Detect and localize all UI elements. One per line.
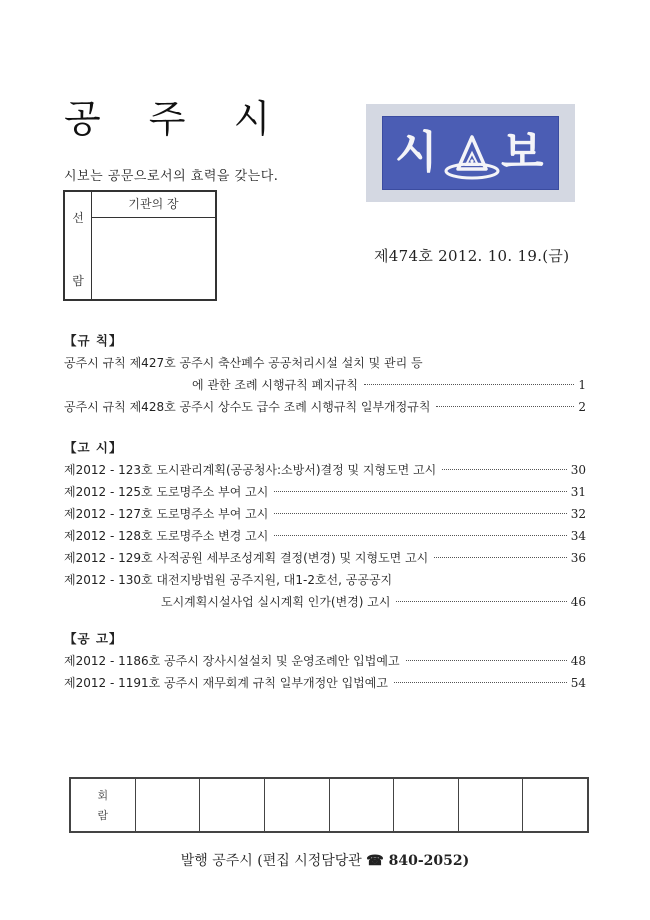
entry-text: 제2012 - 130호 대전지방법원 공주지원, 대1-2호선, 공공공지 (64, 573, 393, 587)
page-number: 31 (570, 485, 586, 499)
entry-text: 제2012 - 129호 사적공원 세부조성계획 결정(변경) 및 지형도면 고시 (64, 551, 429, 565)
toc-entry[interactable] (64, 569, 586, 591)
logo-char-right: 보 (501, 127, 544, 178)
phone-number: 840-2052) (383, 853, 470, 869)
circulation-table (69, 777, 589, 833)
toc-entry[interactable] (64, 459, 586, 481)
page-number: 32 (570, 507, 586, 521)
toc-entry[interactable] (64, 503, 586, 525)
entry-text: 공주시 규칙 제427호 공주시 축산폐수 공공처리시설 설치 및 관리 등 (64, 356, 423, 370)
dot-leader (274, 535, 566, 536)
entry-text: 제2012 - 125호 도로명주소 부여 고시 (64, 485, 269, 499)
page-number: 34 (570, 529, 586, 543)
mountain-ring-emblem-icon (443, 129, 501, 185)
city-title: 공 주 시 (64, 97, 289, 141)
page-number: 54 (570, 676, 586, 690)
toc-entry[interactable] (64, 525, 586, 547)
toc-entry[interactable] (64, 481, 586, 503)
entry-text: 제2012 - 127호 도로명주소 부여 고시 (64, 507, 269, 521)
sibo-logo (366, 104, 575, 202)
circulation-signature-cell (265, 779, 330, 831)
entry-text: 제2012 - 1186호 공주시 장사시설설치 및 운영조례안 입법예고 (64, 654, 400, 668)
circulation-signature-cell (200, 779, 265, 831)
toc-entry-continuation[interactable] (64, 374, 586, 396)
circulation-label-top: 회 (97, 789, 109, 802)
page-number: 46 (570, 595, 586, 609)
issue-info: 제474호 2012. 10. 19.(금) (374, 247, 570, 265)
entry-text: 제2012 - 128호 도로명주소 변경 고시 (64, 529, 269, 543)
entry-text: 도시계획시설사업 실시계획 인가(변경) 고시 (161, 595, 391, 609)
toc-section-notices (64, 437, 586, 613)
page-number: 36 (570, 551, 586, 565)
dot-leader (442, 469, 566, 470)
dot-leader (394, 682, 567, 683)
circulation-signature-cell (394, 779, 459, 831)
circulation-signature-cell (330, 779, 395, 831)
circulation-signature-cell (523, 779, 587, 831)
validity-notice: 시보는 공문으로서의 효력을 갖는다. (64, 169, 279, 184)
publisher-footer (0, 850, 650, 870)
entry-text: 제2012 - 123호 도시관리계획(공공청사:소방서)결정 및 지형도면 고시 (64, 463, 437, 477)
section-title: 【고 시】 (64, 440, 123, 455)
approval-header-label: 기관의 장 (92, 192, 215, 218)
publisher-text: 발행 공주시 (편집 시정담당관 (180, 853, 367, 869)
toc-entry[interactable] (64, 352, 586, 374)
dot-leader (434, 557, 566, 558)
toc-entry[interactable] (64, 650, 586, 672)
page-number: 48 (570, 654, 586, 668)
page-number: 1 (578, 378, 586, 392)
toc-section-rules (64, 330, 586, 418)
circulation-label-bottom: 람 (97, 809, 109, 822)
phone-icon: ☎ (366, 853, 384, 869)
approval-side-column (65, 192, 92, 299)
page-number: 30 (570, 463, 586, 477)
dot-leader (406, 660, 567, 661)
entry-text: 공주시 규칙 제428호 공주시 상수도 급수 조례 시행규칙 일부개정규칙 (64, 400, 431, 414)
entry-text: 에 관한 조례 시행규칙 폐지규칙 (192, 378, 358, 392)
dot-leader (364, 384, 574, 385)
approval-side-label-bottom: 람 (72, 274, 84, 288)
logo-char-left: 시 (395, 127, 438, 178)
toc-entry-continuation[interactable] (64, 591, 586, 613)
page-number: 2 (578, 400, 586, 414)
circulation-signature-cell (459, 779, 524, 831)
dot-leader (274, 491, 566, 492)
toc-entry[interactable] (64, 672, 586, 694)
approval-side-label-top: 선 (72, 211, 84, 225)
toc-section-announcements (64, 628, 586, 694)
section-title: 【공 고】 (64, 631, 123, 646)
entry-text: 제2012 - 1191호 공주시 재무회계 규칙 일부개정안 입법예고 (64, 676, 388, 690)
dot-leader (274, 513, 566, 514)
circulation-label-cell (71, 779, 136, 831)
dot-leader (436, 406, 574, 407)
toc-entry[interactable] (64, 547, 586, 569)
section-title: 【규 칙】 (64, 333, 123, 348)
circulation-signature-cell (136, 779, 201, 831)
sibo-logo-panel (382, 116, 559, 190)
toc-entry[interactable] (64, 396, 586, 418)
approval-box (63, 190, 217, 301)
dot-leader (396, 601, 566, 602)
